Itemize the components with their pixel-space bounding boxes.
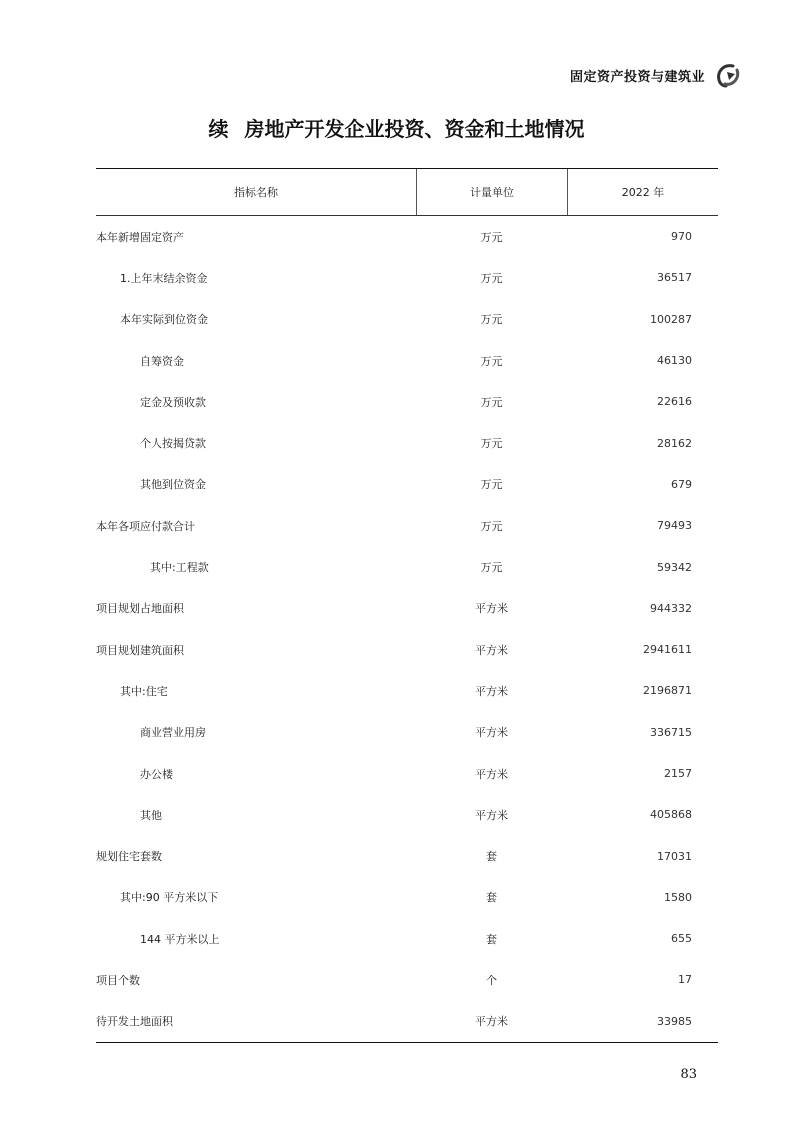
row-value: 1580 xyxy=(664,890,692,904)
column-header-unit: 计量单位 xyxy=(416,169,567,215)
table-row xyxy=(96,299,718,340)
table-row xyxy=(96,959,718,1000)
column-header-name: 指标名称 xyxy=(234,186,278,199)
row-indicator-name: 办公楼 xyxy=(140,767,173,781)
row-indicator-name: 其他到位资金 xyxy=(140,478,206,492)
row-indicator-name: 商业营业用房 xyxy=(140,726,206,740)
row-unit: 万元 xyxy=(480,437,503,451)
row-indicator-name: 144 平方米以上 xyxy=(140,932,220,946)
row-indicator-name: 其他 xyxy=(140,808,162,822)
table-row xyxy=(96,422,718,463)
data-table xyxy=(96,168,718,1043)
row-unit: 套 xyxy=(486,932,497,946)
row-indicator-name: 项目规划占地面积 xyxy=(96,602,184,616)
table-row xyxy=(96,1001,718,1042)
row-indicator-name: 本年实际到位资金 xyxy=(120,313,208,327)
row-unit: 平方米 xyxy=(475,684,508,698)
row-value: 405868 xyxy=(650,808,692,822)
title-prefix: 续 xyxy=(208,117,229,141)
table-body xyxy=(96,216,718,1042)
row-indicator-name: 待开发土地面积 xyxy=(96,1015,173,1029)
table-row xyxy=(96,794,718,835)
row-indicator-name: 本年新增固定资产 xyxy=(96,230,184,244)
table-row xyxy=(96,712,718,753)
section-title: 固定资产投资与建筑业 xyxy=(569,69,705,85)
row-unit: 万元 xyxy=(480,271,503,285)
table-row xyxy=(96,381,718,422)
row-unit: 套 xyxy=(486,891,497,905)
row-value: 655 xyxy=(671,932,692,946)
row-unit: 万元 xyxy=(480,313,503,327)
row-indicator-name: 定金及预收款 xyxy=(140,395,206,409)
row-value: 100287 xyxy=(650,312,692,326)
row-unit: 万元 xyxy=(480,395,503,409)
row-value: 679 xyxy=(671,477,692,491)
table-row xyxy=(96,835,718,876)
row-value: 22616 xyxy=(657,395,692,409)
row-value: 79493 xyxy=(657,519,692,533)
row-indicator-name: 其中:工程款 xyxy=(150,561,209,575)
table-row xyxy=(96,546,718,587)
row-unit: 万元 xyxy=(480,561,503,575)
row-unit: 平方米 xyxy=(475,1015,508,1029)
row-value: 970 xyxy=(671,230,692,244)
row-indicator-name: 1.上年末结余资金 xyxy=(120,271,208,285)
table-row xyxy=(96,629,718,670)
row-value: 2157 xyxy=(664,767,692,780)
row-value: 59342 xyxy=(657,560,692,574)
row-value: 28162 xyxy=(657,436,692,450)
table-row xyxy=(96,670,718,711)
title-text: 房地产开发企业投资、资金和土地情况 xyxy=(244,117,585,141)
row-value: 33985 xyxy=(657,1014,692,1028)
row-value: 2941611 xyxy=(643,643,692,657)
section-logo-icon xyxy=(713,60,743,90)
table-row xyxy=(96,340,718,381)
row-value: 336715 xyxy=(650,725,692,739)
page-title xyxy=(0,113,793,142)
row-value: 17031 xyxy=(657,849,692,863)
table-row xyxy=(96,257,718,298)
table-header xyxy=(96,169,718,216)
row-value: 2196871 xyxy=(643,684,692,698)
row-unit: 万元 xyxy=(480,519,503,533)
row-unit: 万元 xyxy=(480,230,503,244)
row-indicator-name: 项目个数 xyxy=(96,973,140,987)
table-row xyxy=(96,464,718,505)
row-value: 944332 xyxy=(650,601,692,615)
row-unit: 个 xyxy=(486,973,497,987)
row-unit: 平方米 xyxy=(475,808,508,822)
table-row xyxy=(96,505,718,546)
row-indicator-name: 本年各项应付款合计 xyxy=(96,519,195,533)
row-unit: 万元 xyxy=(480,354,503,368)
table-row xyxy=(96,877,718,918)
table-row xyxy=(96,918,718,959)
page-number: 83 xyxy=(680,1067,697,1082)
column-header-year: 2022 年 xyxy=(567,169,718,215)
row-value: 36517 xyxy=(657,271,692,285)
row-unit: 平方米 xyxy=(475,726,508,740)
row-unit: 套 xyxy=(486,850,497,864)
table-row xyxy=(96,753,718,794)
row-indicator-name: 自筹资金 xyxy=(140,354,184,368)
row-value: 17 xyxy=(678,973,692,987)
row-unit: 平方米 xyxy=(475,602,508,616)
row-indicator-name: 规划住宅套数 xyxy=(96,850,162,864)
row-value: 46130 xyxy=(657,354,692,368)
section-header xyxy=(570,60,743,90)
row-indicator-name: 项目规划建筑面积 xyxy=(96,643,184,657)
row-unit: 万元 xyxy=(480,478,503,492)
table-row xyxy=(96,588,718,629)
row-indicator-name: 其中:住宅 xyxy=(120,684,168,698)
row-unit: 平方米 xyxy=(475,767,508,781)
row-unit: 平方米 xyxy=(475,643,508,657)
row-indicator-name: 其中:90 平方米以下 xyxy=(120,891,219,905)
table-row xyxy=(96,216,718,257)
row-indicator-name: 个人按揭贷款 xyxy=(140,437,206,451)
